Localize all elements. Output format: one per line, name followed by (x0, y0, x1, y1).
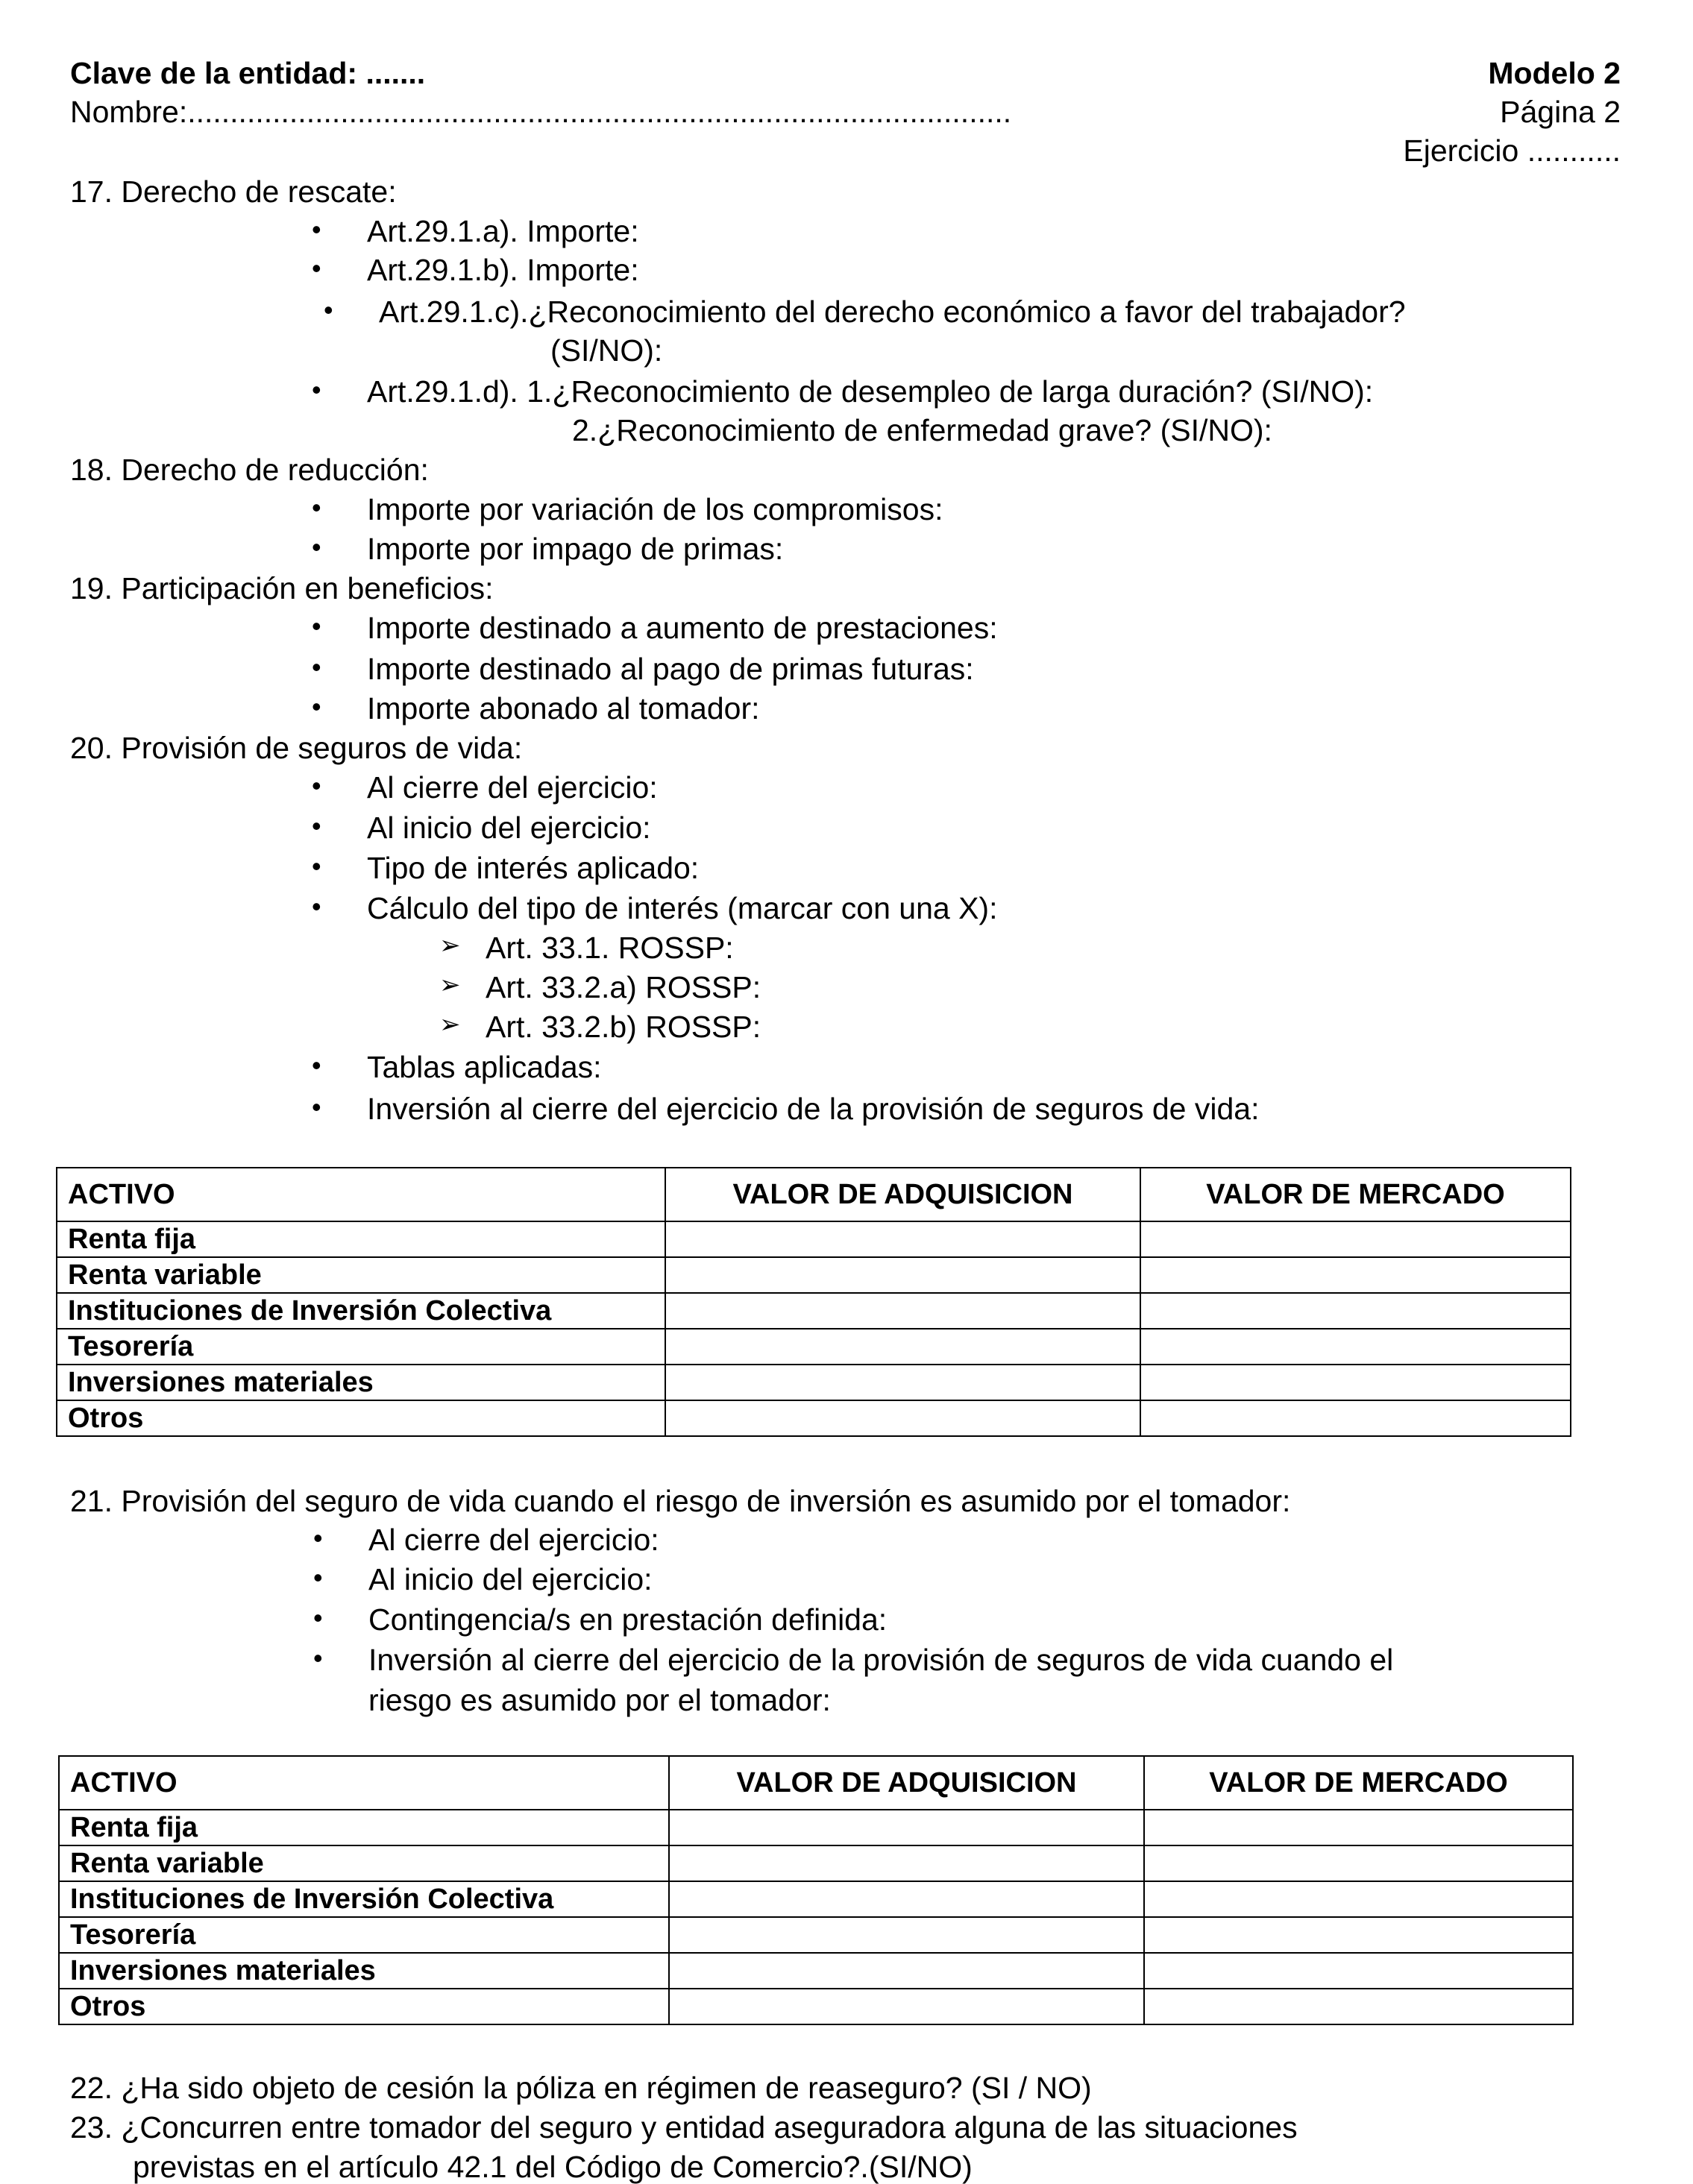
input-cell[interactable] (665, 1257, 1140, 1293)
table-row (57, 1329, 1571, 1365)
input-cell[interactable] (669, 1845, 1144, 1881)
input-cell[interactable] (1140, 1400, 1571, 1436)
bullet-item: • Cálculo del tipo de interés (marcar con una X): (367, 893, 997, 924)
section-19-title: 19. Participación en beneficios: (70, 571, 494, 605)
column-header: VALOR DE ADQUISICION (669, 1756, 1144, 1810)
bullet-item: • Importe abonado al tomador: (367, 693, 760, 724)
bullet-item: • Tipo de interés aplicado: (367, 853, 699, 884)
bullet-item: • Contingencia/s en prestación definida: (368, 1605, 887, 1635)
input-cell[interactable] (1144, 1953, 1573, 1989)
row-label: Renta variable (57, 1257, 665, 1293)
row-label: Tesorería (57, 1329, 665, 1365)
input-cell[interactable] (669, 1881, 1144, 1917)
arrow-sub-item: ➢ Art. 33.2.b) ROSSP: (486, 1012, 761, 1042)
section-18-title: 18. Derecho de reducción: (70, 453, 429, 487)
investment-table-2 (58, 1755, 1574, 2025)
input-cell[interactable] (665, 1400, 1140, 1436)
bullet-item: • Art.29.1.d). 1.¿Reconocimiento de desempleo de larga duración? (SI/NO): (367, 377, 1373, 407)
bullet-item: • Al inicio del ejercicio: (368, 1564, 653, 1595)
table-row (59, 1845, 1573, 1881)
page-number: Página 2 (1500, 95, 1621, 129)
table-row (57, 1365, 1571, 1400)
bullet-item: • Importe por impago de primas: (367, 534, 783, 564)
bullet-item: • Tablas aplicadas: (367, 1052, 602, 1083)
bullet-item: • Al cierre del ejercicio: (367, 772, 658, 803)
question-23-continuation: previstas en el artículo 42.1 del Código de Comercio?.(SI/NO) (133, 2150, 973, 2184)
bullet-item: • Importe por variación de los compromisos: (367, 494, 943, 525)
section-20-title: 20. Provisión de seguros de vida: (70, 731, 523, 765)
bullet-item: • Al inicio del ejercicio: (367, 813, 651, 843)
table-row (59, 1953, 1573, 1989)
input-cell[interactable] (1140, 1329, 1571, 1365)
input-cell[interactable] (1144, 1917, 1573, 1953)
input-cell[interactable] (665, 1365, 1140, 1400)
input-cell[interactable] (665, 1293, 1140, 1329)
column-header: VALOR DE MERCADO (1144, 1756, 1573, 1810)
input-cell[interactable] (669, 1989, 1144, 2024)
column-header: ACTIVO (59, 1756, 669, 1810)
row-label: Instituciones de Inversión Colectiva (57, 1293, 665, 1329)
input-cell[interactable] (1144, 1881, 1573, 1917)
input-cell[interactable] (669, 1917, 1144, 1953)
bullet-item: • Art.29.1.a). Importe: (367, 216, 639, 247)
input-cell[interactable] (669, 1953, 1144, 1989)
input-cell[interactable] (1144, 1845, 1573, 1881)
input-cell[interactable] (665, 1221, 1140, 1257)
section-17-title: 17. Derecho de rescate: (70, 174, 397, 209)
table-row (59, 1881, 1573, 1917)
input-cell[interactable] (1140, 1221, 1571, 1257)
question-23: 23. ¿Concurren entre tomador del seguro y entidad aseguradora alguna de las situaciones (70, 2110, 1298, 2144)
table-row (59, 1989, 1573, 2024)
entity-key-label: Clave de la entidad: ....... (70, 56, 426, 90)
table-row (59, 1810, 1573, 1845)
table-row (59, 1917, 1573, 1953)
input-cell[interactable] (1140, 1257, 1571, 1293)
bullet-item: • Importe destinado a aumento de prestaciones: (367, 613, 998, 643)
column-header: VALOR DE ADQUISICION (665, 1168, 1140, 1221)
row-label: Inversiones materiales (59, 1953, 669, 1989)
table-row (57, 1400, 1571, 1436)
row-label: Renta variable (59, 1845, 669, 1881)
row-label: Renta fija (59, 1810, 669, 1845)
row-label: Inversiones materiales (57, 1365, 665, 1400)
continuation-text: (SI/NO): (550, 333, 663, 368)
input-cell[interactable] (1140, 1293, 1571, 1329)
input-cell[interactable] (665, 1329, 1140, 1365)
table-row (57, 1221, 1571, 1257)
continuation-text: riesgo es asumido por el tomador: (368, 1683, 831, 1717)
row-label: Renta fija (57, 1221, 665, 1257)
bullet-item: • Inversión al cierre del ejercicio de la provisión de seguros de vida: (367, 1094, 1259, 1124)
section-21-title: 21. Provisión del seguro de vida cuando el riesgo de inversión es asumido por el tomador: (70, 1484, 1291, 1518)
exercise-label: Ejercicio ........... (1403, 133, 1621, 168)
model-label: Modelo 2 (1488, 56, 1621, 90)
column-header: ACTIVO (57, 1168, 665, 1221)
table-row (57, 1293, 1571, 1329)
row-label: Otros (57, 1400, 665, 1436)
input-cell[interactable] (1140, 1365, 1571, 1400)
input-cell[interactable] (1144, 1810, 1573, 1845)
arrow-sub-item: ➢ Art. 33.1. ROSSP: (486, 933, 734, 963)
input-cell[interactable] (1144, 1989, 1573, 2024)
column-header: VALOR DE MERCADO (1140, 1168, 1571, 1221)
row-label: Otros (59, 1989, 669, 2024)
row-label: Tesorería (59, 1917, 669, 1953)
bullet-item: • Importe destinado al pago de primas futuras: (367, 654, 974, 685)
bullet-item: • Art.29.1.b). Importe: (367, 255, 639, 286)
row-label: Instituciones de Inversión Colectiva (59, 1881, 669, 1917)
investment-table-1 (56, 1167, 1571, 1437)
bullet-item: • Inversión al cierre del ejercicio de la provisión de seguros de vida cuando el (368, 1645, 1393, 1675)
bullet-item: • Art.29.1.c).¿Reconocimiento del derecho económico a favor del trabajador? (379, 297, 1406, 327)
table-row (57, 1257, 1571, 1293)
question-22: 22. ¿Ha sido objeto de cesión la póliza en régimen de reaseguro? (SI / NO) (70, 2071, 1092, 2105)
name-field-label: Nombre:................................................................................................. (70, 95, 1012, 129)
bullet-item: • Al cierre del ejercicio: (368, 1525, 659, 1555)
continuation-text: 2.¿Reconocimiento de enfermedad grave? (SI/NO): (572, 413, 1272, 447)
input-cell[interactable] (669, 1810, 1144, 1845)
arrow-sub-item: ➢ Art. 33.2.a) ROSSP: (486, 972, 761, 1003)
